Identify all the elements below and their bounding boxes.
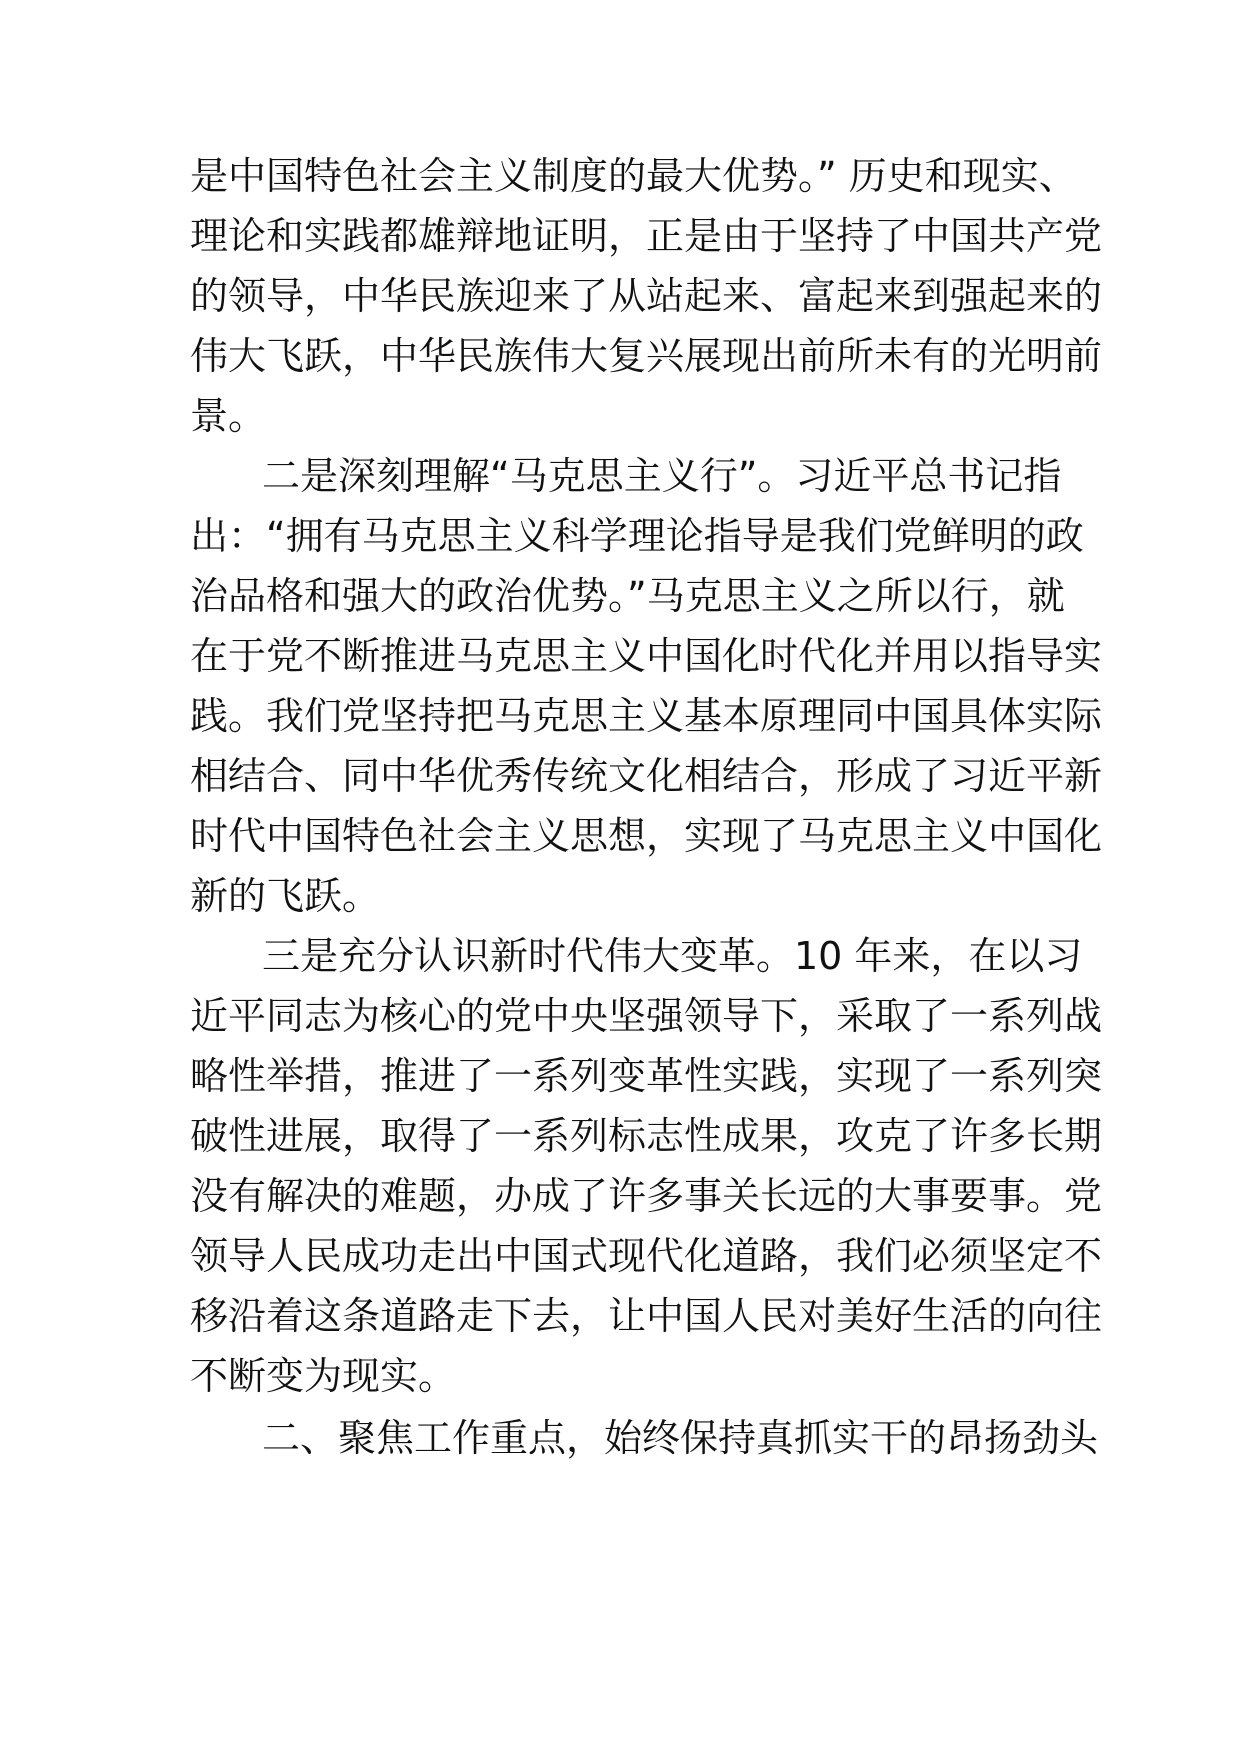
paragraph-1-line-4: 伟大飞跃，中华民族伟大复兴展现出前所未有的光明前: [190, 334, 1103, 378]
paragraph-2-line-8: 新的飞跃。: [190, 874, 381, 918]
paragraph-1-line-5: 景。: [190, 394, 267, 438]
paragraph-2-line-6: 相结合、同中华优秀传统文化相结合，形成了习近平新: [190, 754, 1103, 798]
paragraph-2-line-1: 二是深刻理解“马克思主义行”。习近平总书记指: [262, 454, 1062, 498]
paragraph-3-line-2: 近平同志为核心的党中央坚强领导下，采取了一系列战: [190, 994, 1103, 1038]
paragraph-3-line-4: 破性进展，取得了一系列标志性成果，攻克了许多长期: [190, 1114, 1103, 1158]
paragraph-3-line-6: 领导人民成功走出中国式现代化道路，我们必须坚定不: [190, 1234, 1103, 1278]
paragraph-2-line-5: 践。我们党坚持把马克思主义基本原理同中国具体实际: [190, 694, 1103, 738]
paragraph-2-line-2: 出：“拥有马克思主义科学理论指导是我们党鲜明的政: [190, 514, 1084, 558]
paragraph-3-line-1: 三是充分认识新时代伟大变革。10 年来，在以习: [262, 934, 1083, 978]
paragraph-1-line-3: 的领导，中华民族迎来了从站起来、富起来到强起来的: [190, 274, 1103, 318]
paragraph-2-line-4: 在于党不断推进马克思主义中国化时代化并用以指导实: [190, 634, 1103, 678]
paragraph-2-line-7: 时代中国特色社会主义思想，实现了马克思主义中国化: [190, 814, 1103, 858]
paragraph-1-line-2: 理论和实践都雄辩地证明，正是由于坚持了中国共产党: [190, 214, 1103, 258]
paragraph-3-line-5: 没有解决的难题，办成了许多事关长远的大事要事。党: [190, 1174, 1103, 1218]
paragraph-1-line-1: 是中国特色社会主义制度的最大优势。” 历史和现实、: [190, 154, 1077, 198]
paragraph-2-line-3: 治品格和强大的政治优势。”马克思主义之所以行，就: [190, 574, 1065, 618]
section-heading: 二、聚焦工作重点，始终保持真抓实干的昂扬劲头: [262, 1416, 1099, 1460]
paragraph-3-line-3: 略性举措，推进了一系列变革性实践，实现了一系列突: [190, 1054, 1103, 1098]
paragraph-3-line-8: 不断变为现实。: [190, 1354, 457, 1398]
paragraph-3-line-7: 移沿着这条道路走下去，让中国人民对美好生活的向往: [190, 1294, 1103, 1338]
